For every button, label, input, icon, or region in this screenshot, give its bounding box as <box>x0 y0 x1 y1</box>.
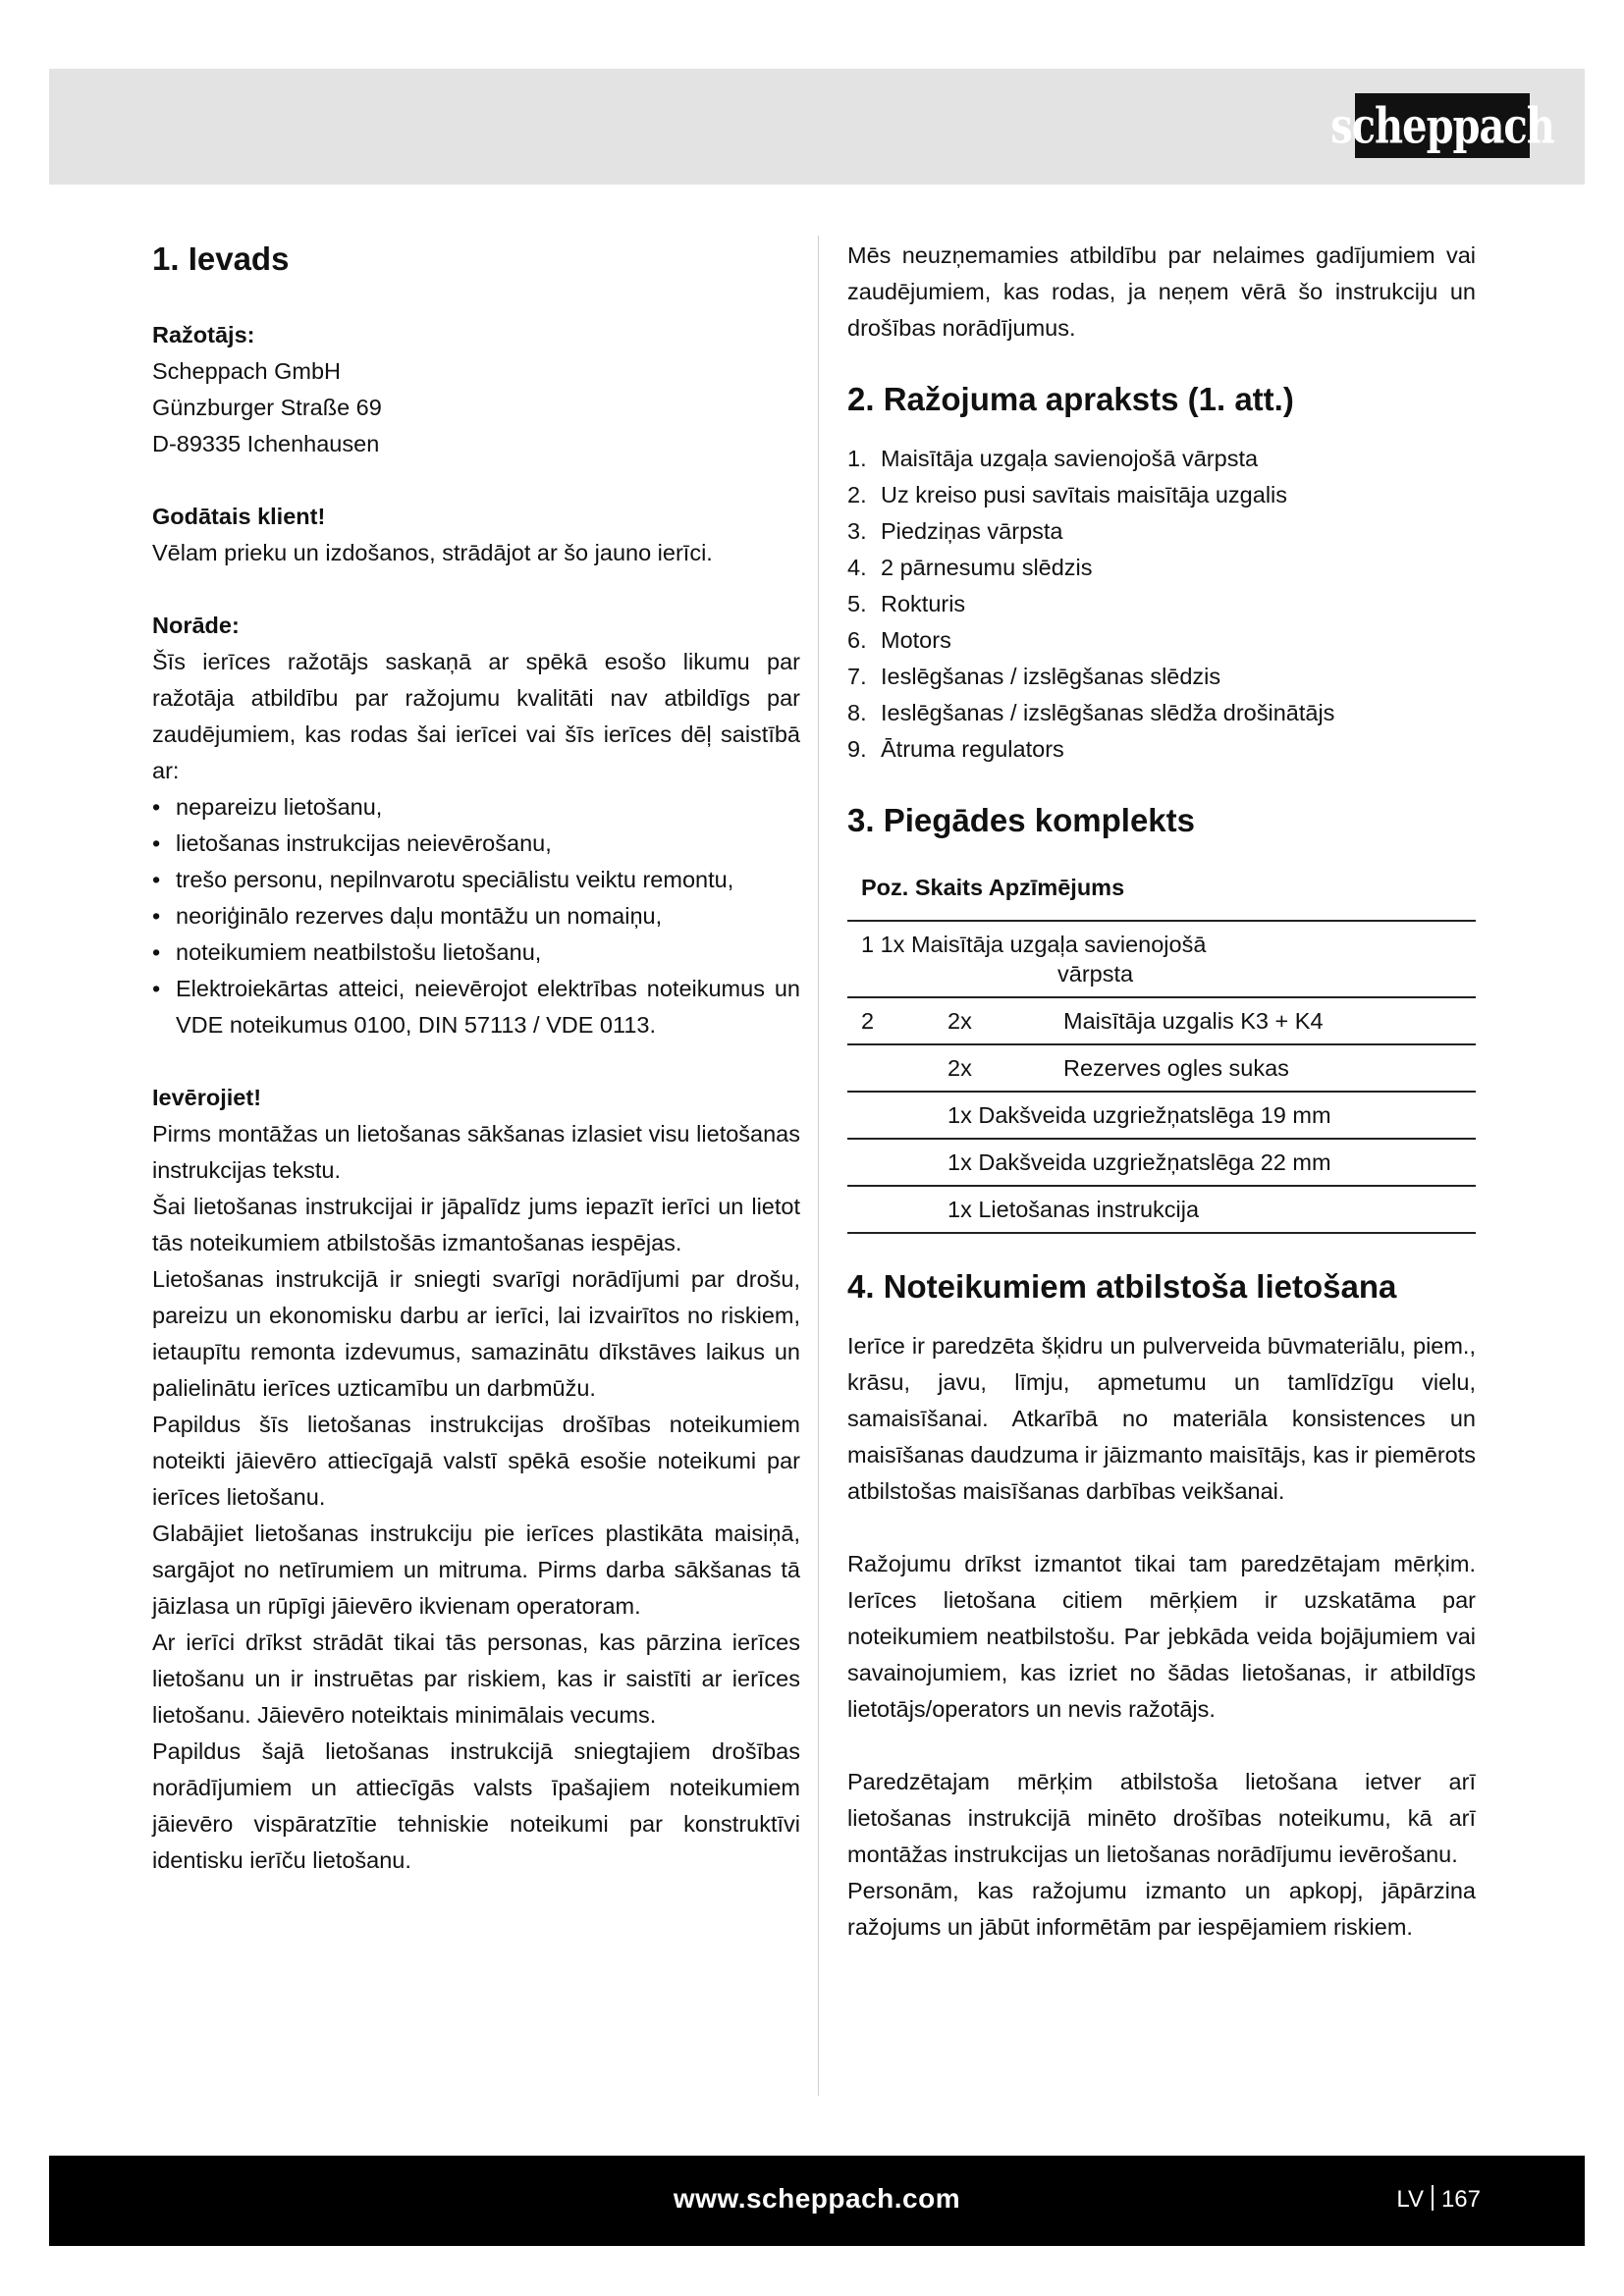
list-item: • nepareizu lietošanu, <box>152 789 800 826</box>
section-3-title: 3. Piegādes komplekts <box>847 802 1195 838</box>
delivery-table <box>847 860 1476 1234</box>
attention-paragraph: Ar ierīci drīkst strādāt tikai tās personas, kas pārzina ierīces lietošanu un ir instruētas par riskiem, kas ir saistīti ar ierīces lietošanu. Jāievēro noteiktais minimālais vecums. <box>152 1629 800 1728</box>
website-url: www.scheppach.com <box>673 2183 961 2214</box>
page-header <box>49 69 1585 185</box>
table-row: 1x Dakšveida uzgriežņatslēga 22 mm <box>847 1139 1476 1186</box>
attention-paragraph: Šai lietošanas instrukcijai ir jāpalīdz jums iepazīt ierīci un lietot tās noteikumiem atbilstošās izmantošanas iespējas. <box>152 1194 800 1255</box>
list-item: 8. Ieslēgšanas / izslēgšanas slēdža drošinātājs <box>847 700 1335 725</box>
list-item: 3. Piedziņas vārpsta <box>847 518 1063 544</box>
manufacturer-line: D-89335 Ichenhausen <box>152 431 380 456</box>
list-item: 7. Ieslēgšanas / izslēgšanas slēdzis <box>847 664 1221 689</box>
left-column <box>152 238 800 1879</box>
usage-paragraph: Ražojumu drīkst izmantot tikai tam paredzētajam mērķim. Ierīces lietošana citiem mērķiem ir uzskatāma par noteikumiem neatbilstošu. Par jebkāda veida bojājumiem vai savainojumiem, kas izriet no šādas lietošanas, ir atbildīgs lietotājs/operators un nevis ražotājs. <box>847 1551 1476 1722</box>
table-row: 2 2x Maisītāja uzgalis K3 + K4 <box>847 997 1476 1044</box>
parts-list <box>847 441 1476 768</box>
right-column <box>847 238 1476 1946</box>
section-2-title: 2. Ražojuma apraksts (1. att.) <box>847 381 1294 417</box>
list-item: • noteikumiem neatbilstošu lietošanu, <box>152 934 800 971</box>
logo-text: scheppach <box>1330 96 1554 155</box>
list-item: • trešo personu, nepilnvarotu speciālistu veiktu remontu, <box>152 862 800 898</box>
scheppach-logo <box>1330 93 1554 158</box>
attention-paragraph: Papildus šīs lietošanas instrukcijas drošības noteikumiem noteikti jāievēro attiecīgajā valstī spēkā esošie noteikumi par ierīces lietošanu. <box>152 1412 800 1510</box>
language-code: LV <box>1396 2186 1424 2213</box>
list-item: 1. Maisītāja uzgaļa savienojošā vārpsta <box>847 446 1259 471</box>
list-item: • Elektroiekārtas atteici, neievērojot elektrības noteikumus un VDE noteikumus 0100, DIN 57113 / VDE 0113. <box>152 971 800 1043</box>
page-number-value: 167 <box>1440 2186 1481 2213</box>
list-item: • neoriģinālo rezerves daļu montāžu un nomaiņu, <box>152 898 800 934</box>
list-item: 4. 2 pārnesumu slēdzis <box>847 555 1093 580</box>
list-item: • lietošanas instrukcijas neievērošanu, <box>152 826 800 862</box>
page-footer <box>49 2156 1585 2246</box>
note-text: Šīs ierīces ražotājs saskaņā ar spēkā esošo likumu par ražotāja atbildību par ražojumu kvalitāti nav atbildīgs par zaudējumiem, kas rodas šai ierīcei vai šīs ierīces dēļ saistībā ar: <box>152 649 800 783</box>
table-row: 1x Dakšveida uzgriežņatslēga 19 mm <box>847 1092 1476 1139</box>
list-item: 9. Ātruma regulators <box>847 736 1064 762</box>
attention-paragraph: Glabājiet lietošanas instrukciju pie ierīces plastikāta maisiņā, sargājot no netīrumiem un mitruma. Pirms darba sākšanas tā jāizlasa un rūpīgi jāievēro ikvienam operatoram. <box>152 1521 800 1619</box>
table-row: 1 1x Maisītāja uzgaļa savienojošā vārpsta <box>847 921 1476 997</box>
manufacturer-label: Ražotājs: <box>152 322 255 347</box>
note-label: Norāde: <box>152 613 240 638</box>
table-row: 2x Rezerves ogles sukas <box>847 1044 1476 1092</box>
manufacturer-line: Günzburger Straße 69 <box>152 395 382 420</box>
section-4-title: 4. Noteikumiem atbilstoša lietošana <box>847 1268 1397 1305</box>
greeting-text: Vēlam prieku un izdošanos, strādājot ar šo jauno ierīci. <box>152 540 713 565</box>
note-bullet-list <box>152 789 800 1043</box>
page-number <box>1396 2185 1481 2214</box>
section-1-title: 1. Ievads <box>152 240 290 277</box>
attention-paragraph: Lietošanas instrukcijā ir sniegti svarīgi norādījumi par drošu, pareizu un ekonomisku darbu ar ierīci, lai izvairītos no riskiem, ietaupītu remonta izdevumus, samazinātu dīkstāves laikus un palielinātu ierīces uzticamību un darbmūžu. <box>152 1266 800 1401</box>
list-item: 5. Rokturis <box>847 591 966 616</box>
list-item: 2. Uz kreiso pusi savītais maisītāja uzgalis <box>847 482 1288 507</box>
table-row: 1x Lietošanas instrukcija <box>847 1186 1476 1233</box>
usage-paragraph: Ierīce ir paredzēta šķidru un pulverveida būvmateriālu, piem., krāsu, javu, līmju, apmetumu un tamlīdzīgu vielu, samaisīšanai. Atkarībā no materiāla konsistences un maisīšanas daudzuma ir jāizmanto maisītājs, kas ir piemērots atbilstošas maisīšanas darbības veikšanai. <box>847 1333 1476 1504</box>
usage-paragraph: Personām, kas ražojumu izmanto un apkopj, jāpārzina ražojums un jābūt informētām par iespējamiem riskiem. <box>847 1878 1476 1940</box>
list-item: 6. Motors <box>847 627 951 653</box>
attention-label: Ievērojiet! <box>152 1085 262 1110</box>
usage-paragraph: Paredzētajam mērķim atbilstoša lietošana ietver arī lietošanas instrukcijā minēto drošības noteikumu, kā arī montāžas instrukcijas un lietošanas norādījumu ievērošanu. <box>847 1769 1476 1867</box>
liability-intro: Mēs neuzņemamies atbildību par nelaimes gadījumiem vai zaudējumiem, kas rodas, ja neņem vērā šo instrukciju un drošības norādījumus. <box>847 242 1476 341</box>
greeting-label: Godātais klient! <box>152 504 326 529</box>
table-header: Poz. Skaits Apzīmējums <box>847 860 1476 921</box>
attention-paragraph: Pirms montāžas un lietošanas sākšanas izlasiet visu lietošanas instrukcijas tekstu. <box>152 1121 800 1183</box>
manufacturer-line: Scheppach GmbH <box>152 358 342 384</box>
column-divider <box>818 236 819 2096</box>
attention-paragraph: Papildus šajā lietošanas instrukcijā sniegtajiem drošības norādījumiem un attiecīgās valsts īpašajiem noteikumiem jāievēro vispāratzītie tehniskie noteikumi par konstruktīvi identisku ierīču lietošanu. <box>152 1738 800 1873</box>
